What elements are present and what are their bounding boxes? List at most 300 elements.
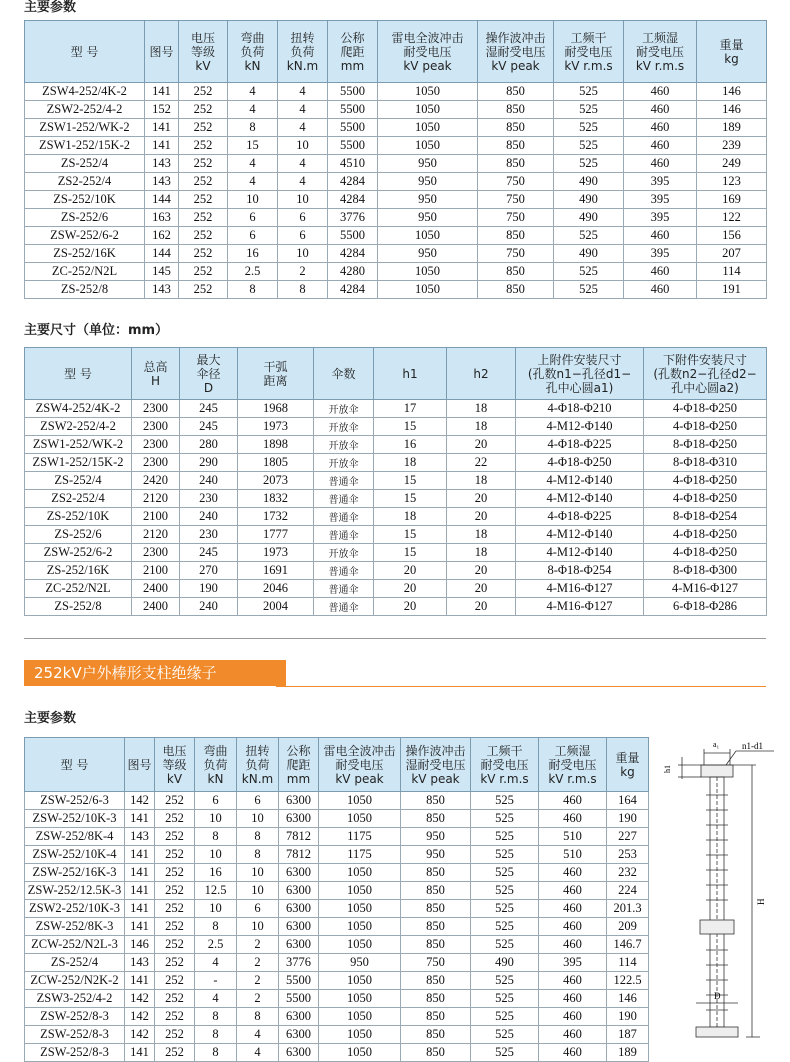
table-cell: 460	[624, 137, 697, 155]
table-cell: 15	[374, 472, 447, 490]
table-row	[25, 900, 649, 918]
column-header	[238, 348, 314, 400]
table-cell: 4-M12-Φ140	[516, 490, 644, 508]
table-cell: 240	[180, 508, 238, 526]
column-header-line: h2	[473, 366, 489, 381]
table-cell: 460	[624, 227, 697, 245]
table-cell: 18	[447, 526, 516, 544]
table-cell: 4-Φ18-Φ250	[644, 490, 767, 508]
table-row	[25, 544, 767, 562]
table-cell: 239	[697, 137, 767, 155]
table-cell: 6	[237, 900, 279, 918]
table-cell: 1050	[378, 83, 478, 101]
table-cell: 18	[447, 400, 516, 418]
label-h1: h1	[663, 765, 672, 773]
column-header	[328, 21, 378, 83]
column-header-line: 负荷	[240, 44, 265, 59]
column-header-line: kV	[166, 771, 183, 786]
column-header	[25, 348, 132, 400]
table-cell: 525	[471, 936, 539, 954]
table-cell: 开放伞	[314, 454, 374, 472]
table-cell: 950	[319, 954, 401, 972]
table-cell: 850	[401, 990, 471, 1008]
column-header	[145, 21, 179, 83]
table-row	[25, 454, 767, 472]
table-cell: 230	[180, 490, 238, 508]
column-header	[180, 348, 238, 400]
column-header	[644, 348, 767, 400]
table-cell: ZS-252/6	[25, 209, 145, 227]
table-cell: 5500	[279, 990, 319, 1008]
table-cell: 750	[478, 191, 554, 209]
column-header-line: 弯曲	[203, 743, 228, 758]
column-header	[25, 21, 145, 83]
table-row	[25, 792, 649, 810]
table-cell: 6300	[279, 810, 319, 828]
column-header-line: kV r.m.s	[480, 771, 529, 786]
table-cell: 460	[539, 918, 607, 936]
table-row	[25, 137, 767, 155]
table-cell: ZSW-252/10K-4	[25, 846, 125, 864]
table-cell: 290	[180, 454, 238, 472]
table-cell: 163	[145, 209, 179, 227]
table-cell: 7812	[279, 846, 319, 864]
table-cell: 6	[278, 209, 328, 227]
section2-heading: 主要尺寸（单位：mm）	[24, 323, 169, 338]
table-cell: 20	[447, 562, 516, 580]
table-cell: 525	[471, 810, 539, 828]
table-cell: 252	[179, 281, 228, 299]
table-cell: 4-M16-Φ127	[516, 598, 644, 616]
column-header-line: 图号	[149, 44, 174, 59]
column-header	[607, 738, 649, 792]
table-cell: 2	[237, 990, 279, 1008]
table-row	[25, 810, 649, 828]
table-cell: 1968	[238, 400, 314, 418]
table-cell: 8	[278, 281, 328, 299]
table-row	[25, 155, 767, 173]
table-cell: 4	[228, 155, 278, 173]
table-cell: 18	[447, 472, 516, 490]
table-row	[25, 526, 767, 544]
table-cell: ZSW1-252/15K-2	[25, 137, 145, 155]
table-cell: ZSW-252/6-2	[25, 227, 145, 245]
column-header	[195, 738, 237, 792]
table-cell: 209	[607, 918, 649, 936]
table-row	[25, 828, 649, 846]
column-header-line: 型 号	[70, 44, 99, 59]
table-cell: 10	[237, 918, 279, 936]
table-cell: 750	[478, 245, 554, 263]
table-cell: 15	[374, 544, 447, 562]
table-cell: 6	[228, 227, 278, 245]
table-cell: 190	[180, 580, 238, 598]
table-cell: ZSW-252/12.5K-3	[25, 882, 125, 900]
table-cell: ZSW-252/8-3	[25, 1026, 125, 1044]
table-cell: 144	[145, 245, 179, 263]
table-cell: ZS2-252/4	[25, 490, 132, 508]
table-cell: 490	[471, 954, 539, 972]
table-cell: 1050	[319, 972, 401, 990]
table-cell: 525	[471, 846, 539, 864]
column-header-line: 图号	[127, 757, 152, 772]
table-cell: 850	[401, 882, 471, 900]
column-header-line: kN.m	[286, 58, 319, 73]
table-cell: 2	[237, 936, 279, 954]
column-header-line: 耐受电压	[403, 44, 452, 59]
column-header-line: 耐受电压	[564, 44, 613, 59]
table-row	[25, 580, 767, 598]
table-cell: 10	[237, 882, 279, 900]
table-cell: 144	[145, 191, 179, 209]
table-cell: 3776	[328, 209, 378, 227]
table-row	[25, 400, 767, 418]
table-cell: 460	[539, 882, 607, 900]
table-cell: 252	[155, 918, 195, 936]
table-cell: 525	[471, 828, 539, 846]
table-cell: 950	[378, 191, 478, 209]
column-header-line: 最大	[196, 352, 221, 367]
table-cell: 850	[401, 810, 471, 828]
table-cell: 395	[624, 191, 697, 209]
table-cell: 1050	[378, 119, 478, 137]
table-cell: 142	[125, 990, 155, 1008]
table-cell: 850	[478, 101, 554, 119]
table-cell: 4-Φ18-Φ250	[644, 544, 767, 562]
table-cell: ZSW2-252/10K-3	[25, 900, 125, 918]
table-cell: 114	[697, 263, 767, 281]
table-cell: 4	[228, 101, 278, 119]
table-cell: 2	[278, 263, 328, 281]
table-cell: 6300	[279, 864, 319, 882]
table-cell: 8	[195, 1026, 237, 1044]
column-header	[155, 738, 195, 792]
table-cell: 850	[478, 119, 554, 137]
table-cell: ZSW-252/10K-3	[25, 810, 125, 828]
table-cell: 189	[607, 1044, 649, 1062]
column-header-line: 扭转	[245, 743, 270, 758]
table-cell: 4-Φ18-Φ210	[516, 400, 644, 418]
label-n1d1: n1-d1	[742, 741, 763, 751]
column-header-line: kV peak	[403, 58, 452, 73]
table-cell: ZS-252/8	[25, 598, 132, 616]
table-cell: 141	[125, 864, 155, 882]
table-cell: 1050	[319, 864, 401, 882]
table-row	[25, 1044, 649, 1062]
table-cell: ZS-252/4	[25, 155, 145, 173]
table-cell: 460	[539, 936, 607, 954]
column-header-line: 雷电全波冲击	[323, 743, 396, 758]
table-cell: 6300	[279, 918, 319, 936]
table-cell: 850	[478, 227, 554, 245]
table-cell: 460	[624, 281, 697, 299]
table-cell: 525	[554, 83, 624, 101]
table-row	[25, 101, 767, 119]
table-cell: 525	[471, 1008, 539, 1026]
table-cell: 141	[125, 918, 155, 936]
table-cell: 2	[237, 972, 279, 990]
table-cell: 2120	[132, 490, 180, 508]
label-H: H	[756, 898, 766, 905]
table-cell: 460	[539, 1008, 607, 1026]
table-cell: 20	[447, 508, 516, 526]
table-cell: 252	[155, 936, 195, 954]
table-row	[25, 1008, 649, 1026]
table-cell: 普通伞	[314, 562, 374, 580]
table-cell: ZC-252/N2L	[25, 580, 132, 598]
table-cell: 17	[374, 400, 447, 418]
table-cell: 510	[539, 846, 607, 864]
table-cell: 2004	[238, 598, 314, 616]
table-cell: 18	[374, 508, 447, 526]
table-row	[25, 418, 767, 436]
table-cell: 190	[607, 810, 649, 828]
column-header	[228, 21, 278, 83]
table-cell: 普通伞	[314, 490, 374, 508]
table-cell: 950	[378, 245, 478, 263]
table-cell: 4510	[328, 155, 378, 173]
table-cell: 252	[155, 1026, 195, 1044]
table-cell: 460	[624, 101, 697, 119]
table-cell: 8	[228, 281, 278, 299]
table-cell: 750	[478, 209, 554, 227]
table-cell: 146	[607, 990, 649, 1008]
table-cell: 4-M16-Φ127	[516, 580, 644, 598]
table-cell: 460	[624, 263, 697, 281]
table-cell: 460	[539, 990, 607, 1008]
table-cell: 1050	[319, 810, 401, 828]
table-cell: 1050	[319, 882, 401, 900]
table-cell: 141	[145, 119, 179, 137]
table-cell: 8	[195, 1044, 237, 1062]
table-cell: 2300	[132, 400, 180, 418]
table-cell: 12.5	[195, 882, 237, 900]
table-cell: ZSW4-252/4K-2	[25, 400, 132, 418]
column-header-line: kV peak	[411, 771, 460, 786]
table-cell: 5500	[328, 119, 378, 137]
table-cell: 20	[447, 580, 516, 598]
table-cell: 普通伞	[314, 508, 374, 526]
table-cell: 5500	[328, 83, 378, 101]
table-cell: 5500	[328, 137, 378, 155]
table-cell: 490	[554, 191, 624, 209]
table-cell: -	[195, 972, 237, 990]
column-header	[478, 21, 554, 83]
table-cell: 20	[374, 580, 447, 598]
table-cell: 1050	[378, 263, 478, 281]
column-header	[554, 21, 624, 83]
table-cell: 6300	[279, 1008, 319, 1026]
table-cell: 122.5	[607, 972, 649, 990]
column-header	[697, 21, 767, 83]
table-row	[25, 918, 649, 936]
table-cell: 850	[401, 864, 471, 882]
table-cell: 普通伞	[314, 526, 374, 544]
column-header-line: kg	[724, 51, 739, 66]
table-cell: 525	[471, 972, 539, 990]
column-header-line: 公称	[286, 743, 311, 758]
column-header-line: 耐受电压	[548, 757, 597, 772]
table-cell: 4	[278, 101, 328, 119]
table-row	[25, 864, 649, 882]
table-cell: 122	[697, 209, 767, 227]
table-cell: 146	[697, 101, 767, 119]
table-row	[25, 562, 767, 580]
section-divider	[24, 638, 766, 639]
table-row	[25, 598, 767, 616]
section3-heading: 主要参数	[24, 711, 77, 726]
table-cell: 490	[554, 245, 624, 263]
table-cell: 169	[697, 191, 767, 209]
table-cell: 5500	[328, 227, 378, 245]
table-cell: 490	[554, 209, 624, 227]
table-row	[25, 227, 767, 245]
label-a1: a₁	[713, 740, 720, 749]
table-cell: 4-M12-Φ140	[516, 472, 644, 490]
table-cell: 141	[125, 882, 155, 900]
table-row	[25, 508, 767, 526]
table-cell: 6300	[279, 882, 319, 900]
column-header	[539, 738, 607, 792]
table-row	[25, 83, 767, 101]
table-cell: 16	[228, 245, 278, 263]
column-header-line: 耐受电压	[635, 44, 684, 59]
table-cell: 143	[145, 173, 179, 191]
table-cell: 252	[155, 990, 195, 1008]
table-cell: 280	[180, 436, 238, 454]
table-cell: 490	[554, 173, 624, 191]
table-cell: 6300	[279, 1026, 319, 1044]
column-header-line: kV peak	[491, 58, 540, 73]
table-cell: ZSW-252/8-3	[25, 1008, 125, 1026]
table-cell: 252	[155, 792, 195, 810]
table-cell: 6	[237, 792, 279, 810]
table-cell: 395	[624, 245, 697, 263]
column-header-line: 工频湿	[554, 743, 591, 758]
table-cell: 460	[624, 155, 697, 173]
table-cell: 240	[180, 598, 238, 616]
table-cell: 252	[155, 864, 195, 882]
table-cell: 6	[228, 209, 278, 227]
table-cell: 开放伞	[314, 400, 374, 418]
table-cell: 4-Φ18-Φ250	[644, 526, 767, 544]
column-header-line: 距离	[263, 373, 288, 388]
column-header-line: kV	[195, 58, 211, 73]
column-header	[319, 738, 401, 792]
table-cell: 146	[125, 936, 155, 954]
table-cell: 普通伞	[314, 598, 374, 616]
table-cell: 460	[539, 810, 607, 828]
table-cell: 950	[378, 155, 478, 173]
table-cell: 164	[607, 792, 649, 810]
table-cell: 252	[179, 83, 228, 101]
table-cell: ZC-252/N2L	[25, 263, 145, 281]
table-cell: 395	[539, 954, 607, 972]
column-header	[314, 348, 374, 400]
table-cell: 1050	[319, 936, 401, 954]
table-cell: 4284	[328, 191, 378, 209]
table-cell: 3776	[279, 954, 319, 972]
column-header-line: H	[150, 373, 161, 388]
table-cell: 2073	[238, 472, 314, 490]
table-cell: 201.3	[607, 900, 649, 918]
table-cell: 460	[539, 1026, 607, 1044]
table-cell: 143	[125, 828, 155, 846]
table-cell: 142	[125, 792, 155, 810]
table-cell: 850	[401, 792, 471, 810]
column-header-line: kg	[620, 764, 635, 779]
column-header-line: 弯曲	[240, 30, 265, 45]
table-cell: 4	[195, 990, 237, 1008]
column-header-line: 公称	[340, 30, 365, 45]
table-row	[25, 936, 649, 954]
table-cell: ZS-252/4	[25, 954, 125, 972]
table-cell: 850	[478, 281, 554, 299]
table-cell: 6300	[279, 936, 319, 954]
table-cell: ZSW-252/6-3	[25, 792, 125, 810]
table-cell: 950	[378, 173, 478, 191]
table-cell: 16	[195, 864, 237, 882]
table-cell: 开放伞	[314, 418, 374, 436]
table-cell: 18	[447, 544, 516, 562]
table-cell: 5500	[328, 101, 378, 119]
table-cell: 8	[195, 1008, 237, 1026]
table-cell: 2100	[132, 508, 180, 526]
table-cell: 227	[607, 828, 649, 846]
column-header-line: 工频干	[486, 743, 523, 758]
table-cell: 6300	[279, 792, 319, 810]
table-cell: 1050	[378, 101, 478, 119]
table-cell: 2300	[132, 418, 180, 436]
table-cell: 245	[180, 544, 238, 562]
table-cell: 4-M12-Φ140	[516, 418, 644, 436]
table-row	[25, 119, 767, 137]
column-header	[471, 738, 539, 792]
table-cell: 8-Φ18-Φ254	[516, 562, 644, 580]
table-cell: 1175	[319, 846, 401, 864]
table-row	[25, 209, 767, 227]
table-cell: 1050	[378, 227, 478, 245]
table-cell: 187	[607, 1026, 649, 1044]
table-row	[25, 882, 649, 900]
table-cell: 4	[228, 173, 278, 191]
table-cell: 850	[478, 137, 554, 155]
table-cell: ZS-252/10K	[25, 508, 132, 526]
table-cell: ZS-252/8	[25, 281, 145, 299]
table-cell: 4	[278, 173, 328, 191]
table-cell: ZSW1-252/15K-2	[25, 454, 132, 472]
table-cell: 2120	[132, 526, 180, 544]
table-cell: 8	[195, 918, 237, 936]
header-row	[25, 21, 767, 83]
table-cell: 4	[195, 954, 237, 972]
column-header-line: 耐受电压	[335, 757, 384, 772]
table-cell: 2.5	[195, 936, 237, 954]
table-cell: 10	[278, 245, 328, 263]
table-cell: 1050	[378, 281, 478, 299]
column-header-line: 下附件安装尺寸	[662, 352, 747, 367]
column-header-line: 爬距	[286, 757, 311, 772]
column-header-line: (孔数n1−孔径d1−	[527, 366, 632, 381]
table-cell: 850	[401, 1008, 471, 1026]
table-row	[25, 490, 767, 508]
table-cell: 142	[125, 1008, 155, 1026]
table-cell: 1050	[319, 918, 401, 936]
table-cell: 10	[237, 810, 279, 828]
table-cell: 15	[374, 526, 447, 544]
table-cell: 525	[554, 119, 624, 137]
table-cell: 525	[471, 864, 539, 882]
